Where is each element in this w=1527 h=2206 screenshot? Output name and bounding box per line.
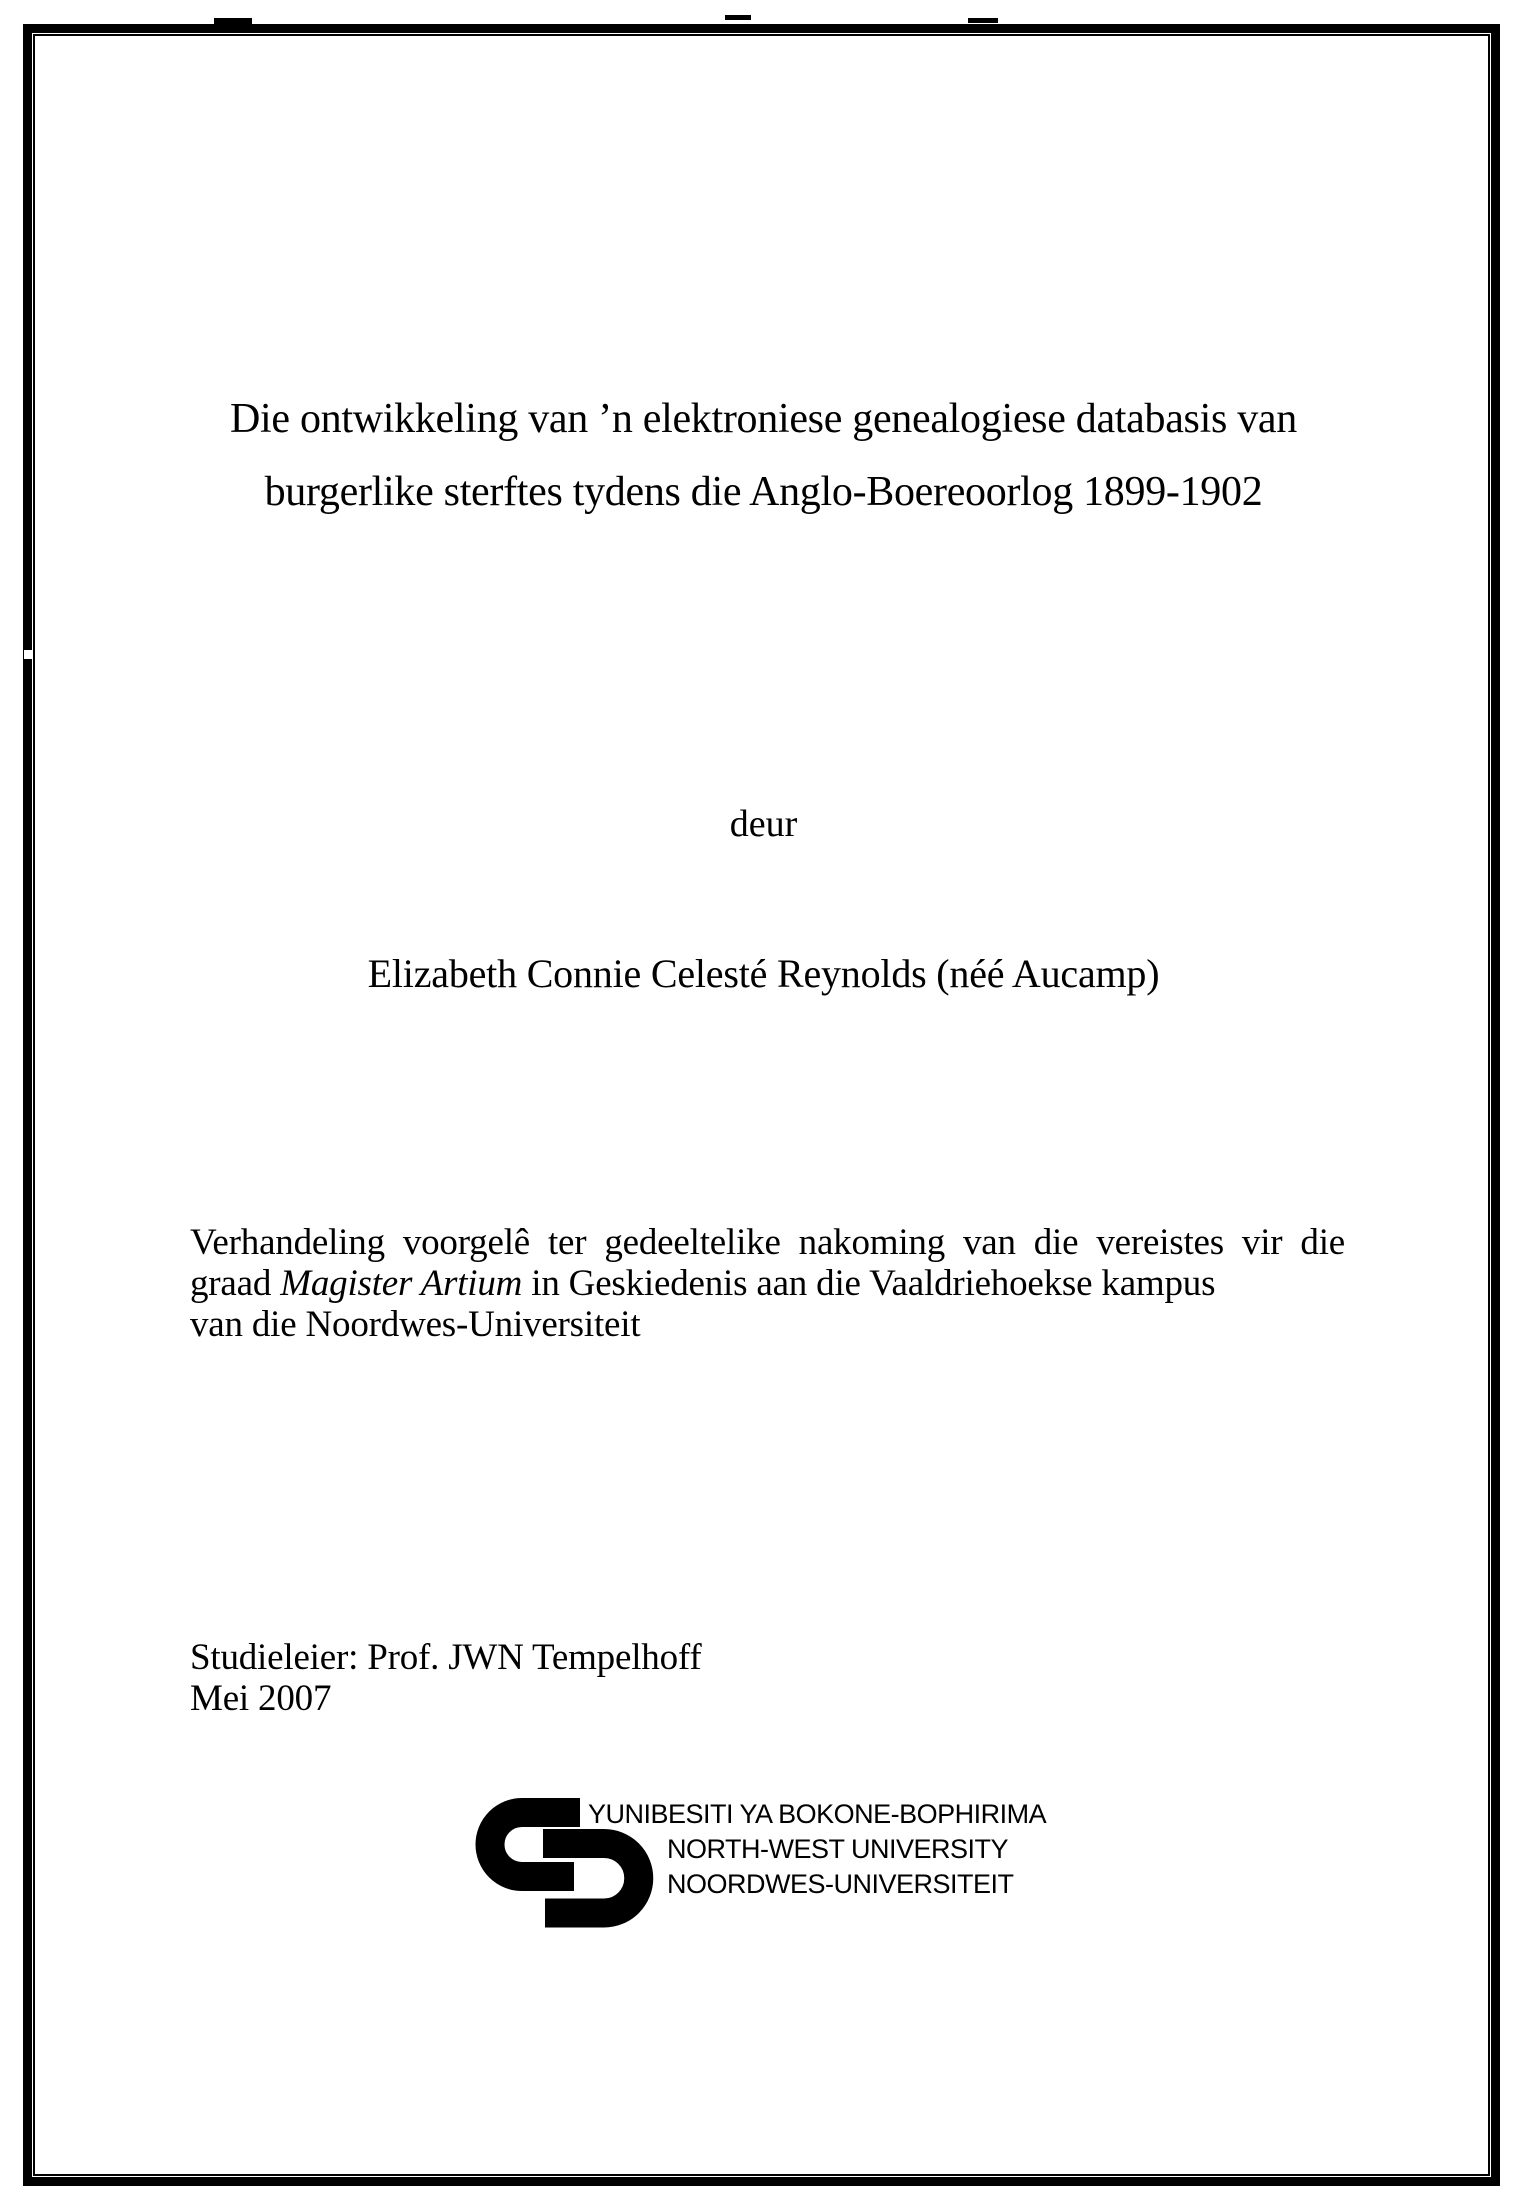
thesis-title-line-1: Die ontwikkeling van ’n elektroniese genealogiese databasis van xyxy=(230,396,1297,442)
degree-statement-line-2 xyxy=(190,1263,1345,1304)
scan-artifact xyxy=(968,18,998,23)
thesis-title-line-2: burgerlike sterftes tydens die Anglo-Boereoorlog 1899-1902 xyxy=(264,469,1263,515)
thesis-title xyxy=(60,383,1467,529)
supervisor-line: Studieleier: Prof. JWN Tempelhoff xyxy=(190,1637,702,1678)
degree-statement-line-2-prefix: graad xyxy=(190,1263,281,1304)
byline: deur xyxy=(729,803,798,845)
scan-artifact xyxy=(214,18,252,24)
degree-statement-line-2-suffix: in Geskiedenis aan die Vaaldriehoekse kampus xyxy=(522,1263,1216,1304)
university-name-english: NORTH-WEST UNIVERSITY xyxy=(667,1834,1009,1864)
scan-artifact xyxy=(24,650,32,659)
degree-name-italic: Magister Artium xyxy=(280,1263,523,1304)
degree-statement-line-1: Verhandeling voorgelê ter gedeeltelike nakoming van die vereistes vir die xyxy=(190,1222,1345,1263)
supervisor-block xyxy=(190,1637,701,1719)
degree-statement-line-3: van die Noordwes-Universiteit xyxy=(190,1304,641,1345)
author-name: Elizabeth Connie Celesté Reynolds (néé Aucamp) xyxy=(367,951,1160,996)
university-name-setswana: YUNIBESITI YA BOKONE-BOPHIRIMA xyxy=(588,1799,1047,1829)
scan-artifact xyxy=(725,15,751,20)
degree-statement xyxy=(190,1222,1345,1345)
university-name-afrikaans: NOORDWES-UNIVERSITEIT xyxy=(667,1869,1014,1899)
date-line: Mei 2007 xyxy=(190,1678,332,1719)
